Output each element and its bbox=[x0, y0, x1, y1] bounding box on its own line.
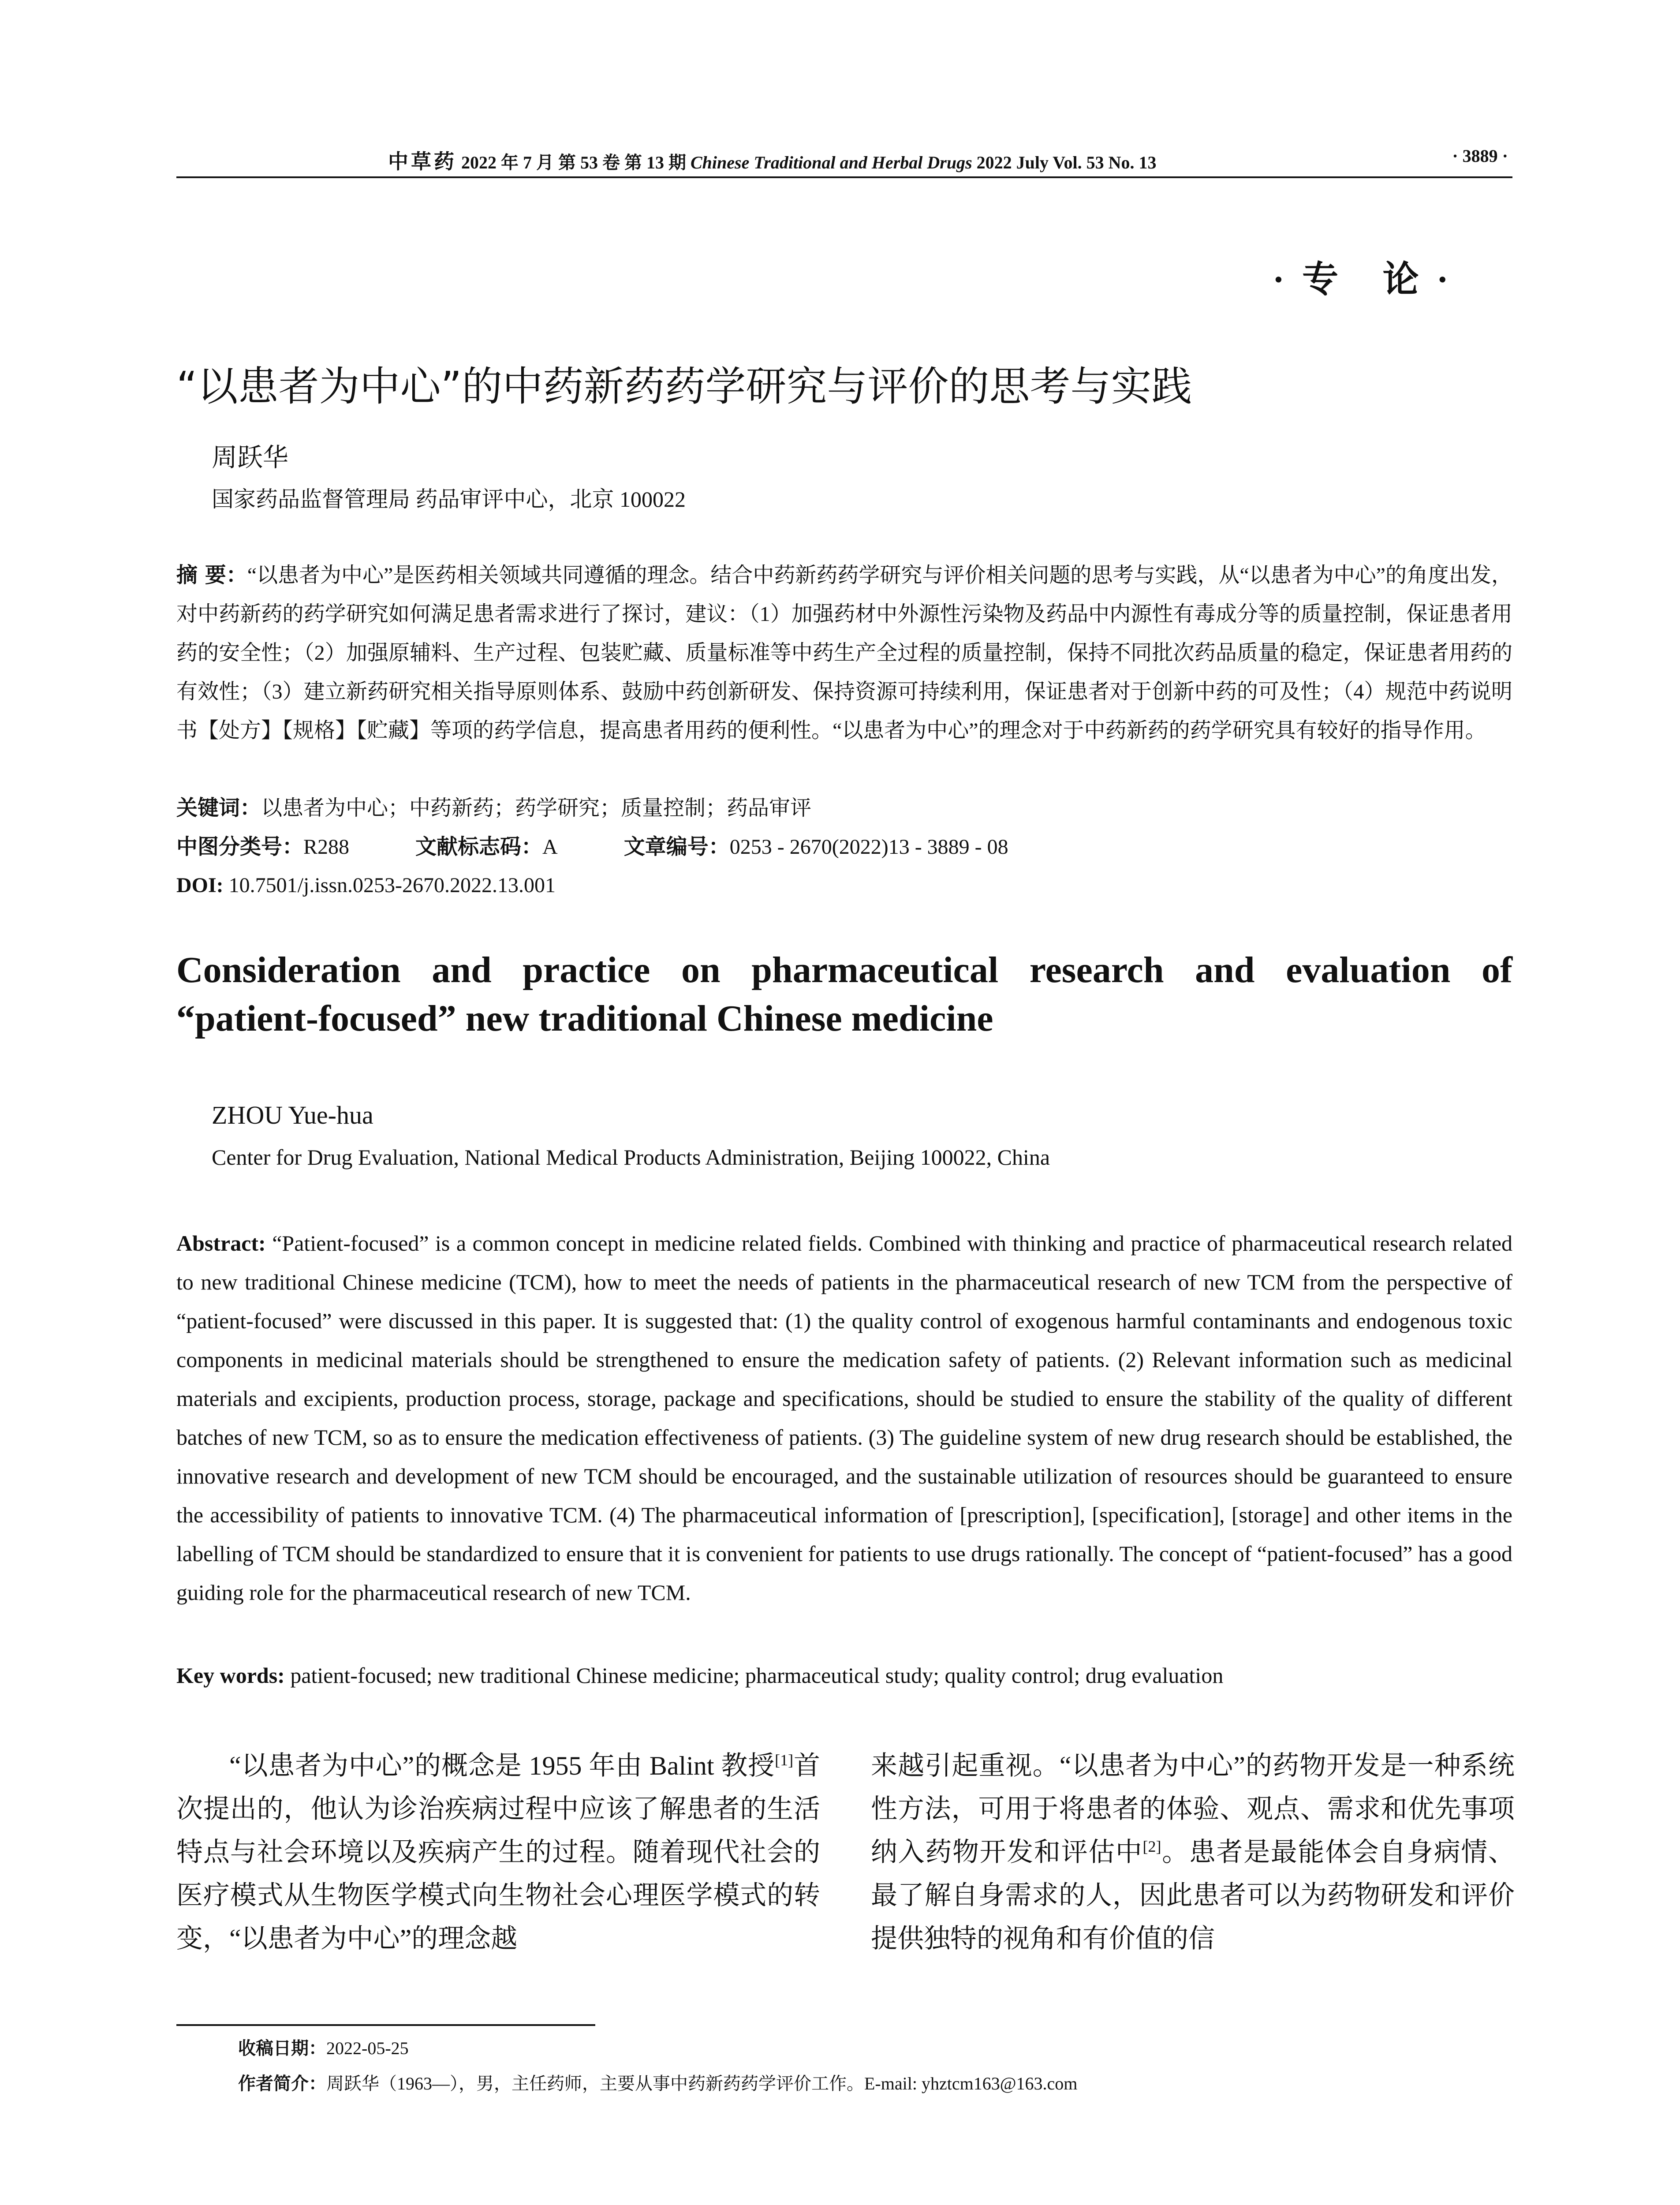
running-header bbox=[176, 146, 1512, 172]
page-number: · 3889 · bbox=[1452, 146, 1508, 166]
body-left-part-2: 首次提出的，他认为诊治疾病过程中应该了解患者的生活特点与社会环境以及疾病产生的过程。随着现代社会的医疗模式从生物医学模式向生物社会心理医学模式的转变，“以患者为中心”的理念越 bbox=[176, 1751, 821, 1953]
english-title-line-2: “patient-focused” new traditional Chinese medicine bbox=[176, 998, 993, 1039]
received-value: 2022-05-25 bbox=[326, 2038, 409, 2058]
issue-cn: 2022 年 7 月 第 53 卷 第 13 期 bbox=[461, 153, 686, 172]
doi-value: 10.7501/j.issn.0253-2670.2022.13.001 bbox=[228, 874, 556, 897]
english-keywords-text: patient-focused; new traditional Chinese medicine; pharmaceutical study; quality control; drug evaluation bbox=[290, 1663, 1224, 1688]
clc-label: 中图分类号： bbox=[176, 834, 304, 859]
citation-1[interactable]: [1] bbox=[775, 1751, 794, 1769]
doi-label: DOI: bbox=[176, 874, 224, 897]
body-left-part-1: “以患者为中心”的概念是 1955 年由 Balint 教授 bbox=[229, 1751, 775, 1780]
doi-line bbox=[176, 866, 556, 905]
issue-en: 2022 July Vol. 53 No. 13 bbox=[976, 153, 1157, 172]
body-right-part-1: 来越引起重视。“以患者为中心”的药物开发是一种系统性方法，可用于将患者的体验、观点、需求和优先事项纳入药物开发和评估中 bbox=[871, 1751, 1515, 1867]
section-tag: ·专 论· bbox=[1272, 259, 1466, 299]
english-keywords-label: Key words: bbox=[176, 1663, 285, 1688]
footnote-rule bbox=[176, 2024, 595, 2026]
bio-label: 作者简介： bbox=[238, 2074, 326, 2094]
chinese-affiliation: 国家药品监督管理局 药品审评中心，北京 100022 bbox=[212, 487, 686, 512]
chinese-title: “以患者为中心”的中药新药药学研究与评价的思考与实践 bbox=[176, 363, 1192, 410]
header-rule bbox=[176, 176, 1512, 178]
chinese-keywords-label: 关键词： bbox=[176, 796, 261, 820]
english-title-line-1: Consideration and practice on pharmaceutical research and evaluation of bbox=[176, 949, 1512, 990]
footnote-author-bio bbox=[238, 2070, 1077, 2097]
body-column-right bbox=[871, 1744, 1515, 1960]
english-keywords bbox=[176, 1656, 1512, 1695]
journal-name-en: Chinese Traditional and Herbal Drugs bbox=[691, 153, 972, 172]
article-no-value: 0253 - 2670(2022)13 - 3889 - 08 bbox=[729, 835, 1008, 859]
received-label: 收稿日期： bbox=[238, 2038, 326, 2059]
article-no-label: 文章编号： bbox=[623, 834, 730, 859]
bio-value[interactable]: 周跃华（1963—），男，主任药师，主要从事中药新药药学评价工作。E-mail: yhztcm163@163.com bbox=[326, 2074, 1078, 2093]
citation-2[interactable]: [2] bbox=[1142, 1838, 1161, 1855]
english-abstract bbox=[176, 1224, 1512, 1612]
chinese-keywords-text: 以患者为中心；中药新药；药学研究；质量控制；药品审评 bbox=[261, 796, 812, 820]
english-title bbox=[176, 946, 1512, 1043]
chinese-author: 周跃华 bbox=[212, 443, 289, 472]
english-author: ZHOU Yue-hua bbox=[212, 1101, 373, 1129]
english-affiliation: Center for Drug Evaluation, National Medical Products Administration, Beijing 100022, China bbox=[212, 1145, 1050, 1170]
journal-name-cn: 中草药 bbox=[388, 149, 457, 173]
body-column-left bbox=[176, 1744, 820, 1960]
doc-code-label: 文献标志码： bbox=[415, 834, 543, 859]
english-abstract-text: “Patient-focused” is a common concept in medicine related fields. Combined with thinking and practice of pharmaceutical research related to new traditional Chinese medicine (TCM), how to meet the needs of patients in the pharmaceutical research of new TCM from the perspective of “patient-focused” were discussed in this paper. It is suggested that: (1) the quality control of exogenous harmful contaminants and endogenous toxic components in medicinal materials should be strengthened to ensure the medication safety of patients. (2) Relevant information such as medicinal materials and excipients, production process, storage, package and specifications, should be studied to ensure the stability of the quality of different batches of new TCM, so as to ensure the medication effectiveness of patients. (3) The guideline system of new drug research should be established, the innovative research and development of new TCM should be encouraged, and the sustainable utilization of resources should be guaranteed to ensure the accessibility of patients to innovative TCM. (4) The pharmaceutical information of [prescription], [specification], [storage] and other items in the labelling of TCM should be standardized to ensure that it is convenient for patients to use drugs rationally. The concept of “patient-focused” has a good guiding role for the pharmaceutical research of new TCM. bbox=[176, 1231, 1513, 1605]
chinese-keywords bbox=[176, 789, 811, 828]
chinese-abstract-label: 摘 要： bbox=[176, 563, 247, 587]
footnote-received bbox=[238, 2035, 409, 2062]
running-header-left bbox=[388, 146, 1157, 175]
clc-value: R288 bbox=[303, 835, 350, 859]
classification-line bbox=[176, 827, 1008, 867]
chinese-abstract-text: “以患者为中心”是医药相关领域共同遵循的理念。结合中药新药药学研究与评价相关问题的思考与实践，从“以患者为中心”的角度出发，对中药新药的药学研究如何满足患者需求进行了探讨，建议：（1）加强药材中外源性污染物及药品中内源性有毒成分等的质量控制，保证患者用药的安全性；（2）加强原辅料、生产过程、包装贮藏、质量标准等中药生产全过程的质量控制，保持不同批次药品质量的稳定，保证患者用药的有效性；（3）建立新药研究相关指导原则体系、鼓励中药创新研发、保持资源可持续利用，保证患者对于创新中药的可及性；（4）规范中药说明书【处方】【规格】【贮藏】等项的药学信息，提高患者用药的便利性。“以患者为中心”的理念对于中药新药的药学研究具有较好的指导作用。 bbox=[176, 564, 1512, 742]
english-abstract-label: Abstract: bbox=[176, 1231, 266, 1256]
doc-code-value: A bbox=[542, 835, 558, 859]
body-right-part-2: 。患者是最能体会自身病情、最了解自身需求的人，因此患者可以为药物研发和评价提供独特的视角和有价值的信 bbox=[871, 1838, 1515, 1953]
chinese-abstract bbox=[176, 556, 1512, 750]
